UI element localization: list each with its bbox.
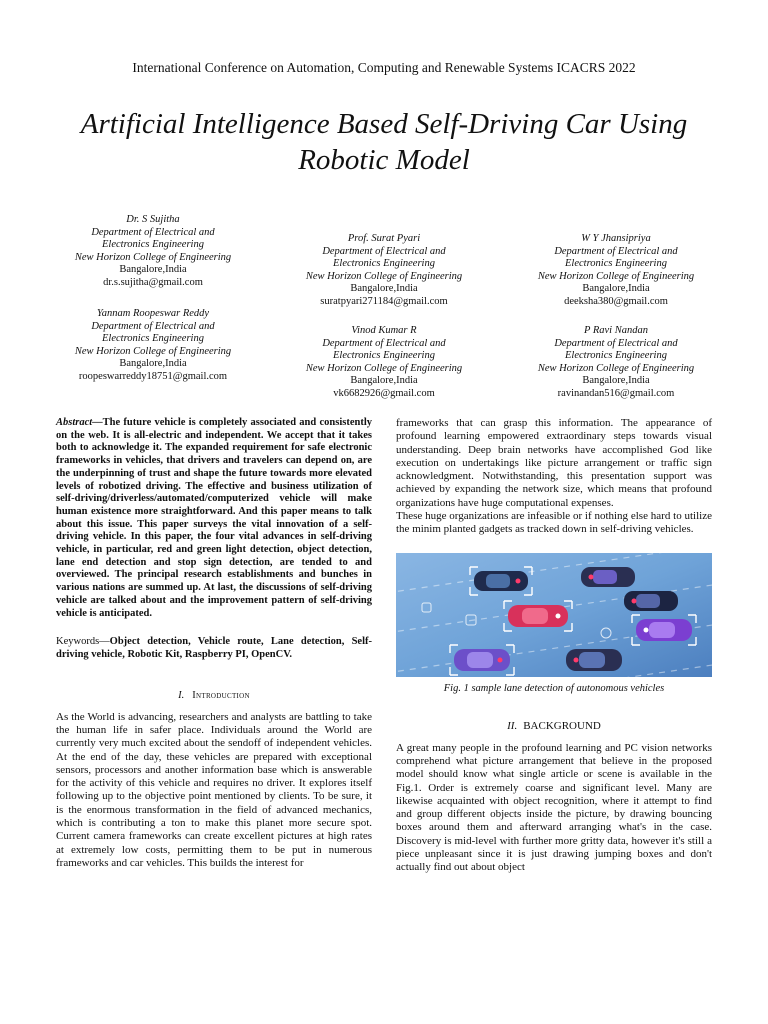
author-block bbox=[501, 325, 731, 401]
author-name: Vinod Kumar R bbox=[351, 325, 417, 336]
section-heading-introduction bbox=[56, 690, 372, 701]
author-name: W Y Jhansipriya bbox=[581, 233, 651, 244]
keywords-label: Keywords— bbox=[56, 636, 110, 648]
author-city: Bangalore,India bbox=[119, 264, 187, 276]
author-city: Bangalore,India bbox=[350, 375, 418, 387]
paper-title: Artificial Intelligence Based Self-Driving Car Using Robotic Model bbox=[80, 108, 688, 176]
author-dept: Department of Electrical and bbox=[91, 320, 215, 332]
author-college: New Horizon College of Engineering bbox=[74, 251, 232, 263]
author-city: Bangalore,India bbox=[350, 283, 418, 295]
abstract bbox=[56, 417, 372, 620]
car-icon bbox=[508, 605, 568, 627]
author-city: Bangalore,India bbox=[582, 283, 650, 295]
car-icon bbox=[566, 649, 622, 671]
left-column bbox=[56, 417, 372, 870]
author-email[interactable]: ravinandan516@gmail.com bbox=[557, 387, 675, 399]
author-dept: Electronics Engineering bbox=[102, 333, 204, 345]
car-icon bbox=[454, 649, 510, 671]
author-block bbox=[38, 214, 268, 290]
author-dept: Electronics Engineering bbox=[565, 350, 667, 362]
author-dept: Department of Electrical and bbox=[91, 226, 215, 238]
abstract-dash: — bbox=[92, 417, 103, 428]
background-text: A great many people in the profound learning and PC vision networks comprehend what picture arrangement that believe in the proposed model should know what single article or scene is available in the Fig.1. Order is extremely coarse and significant level. Many are likewise acquainted with object recognition, where it attempt to find and group different objects inside the picture, by drawing bouncing boxes around them and afterward arranging what's in the case. Discovery is mid-level with further more gritty data, however it's still a piece unpleasant since it is just drawing jumping boxes and don't actually find out about object bbox=[396, 741, 712, 874]
author-name: Yannam Roopeswar Reddy bbox=[96, 308, 210, 319]
author-email[interactable]: dr.s.sujitha@gmail.com bbox=[103, 276, 203, 288]
author-block bbox=[269, 325, 499, 401]
car-icon bbox=[636, 619, 692, 641]
author-city: Bangalore,India bbox=[119, 358, 187, 370]
author-email[interactable]: suratpyari271184@gmail.com bbox=[320, 295, 448, 307]
figure-caption: Fig. 1 sample lane detection of autonomous vehicles bbox=[443, 682, 665, 694]
right-column bbox=[396, 417, 712, 875]
section-title: Introduction bbox=[192, 689, 250, 701]
author-dept: Department of Electrical and bbox=[322, 337, 446, 349]
author-college: New Horizon College of Engineering bbox=[74, 345, 232, 357]
figure-lane-detection bbox=[396, 553, 712, 677]
author-email[interactable]: roopeswarreddy18751@gmail.com bbox=[78, 370, 228, 382]
author-email[interactable]: vk6682926@gmail.com bbox=[333, 387, 435, 399]
section-heading-background bbox=[396, 720, 712, 732]
section-title: BACKGROUND bbox=[523, 719, 601, 732]
section-number: II. bbox=[507, 719, 518, 732]
author-college: New Horizon College of Engineering bbox=[537, 270, 695, 282]
abstract-label: Abstract bbox=[56, 417, 93, 428]
introduction-text: As the World is advancing, researchers and analysts are battling to take the human life in safer place. Individuals around the World are currently very much excited about the sendoff of independent vehicles. At the end of the day, these vehicles are prepared with exceptional sensors, processors and another information base which is answerable for the activity of this vehicle and requires no driver. It explores itself following up to the objective point mentioned by clients. To be sure, it is the enormous transformation in the field of advanced mechanics, which is contributing a ton to make this planet more secure spot. Current camera frameworks can create excellent pictures at high rates at extremely low costs, permitting them to be put in numerous frameworks and car vehicles. This builds the interest for bbox=[56, 710, 372, 869]
author-block bbox=[501, 233, 731, 309]
author-block bbox=[269, 233, 499, 309]
car-icon bbox=[581, 567, 635, 587]
author-college: New Horizon College of Engineering bbox=[537, 362, 695, 374]
author-email[interactable]: deeksha380@gmail.com bbox=[564, 295, 668, 307]
author-college: New Horizon College of Engineering bbox=[305, 362, 463, 374]
author-block bbox=[38, 308, 268, 384]
keywords-text: Object detection, Vehicle route, Lane detection, Self-driving vehicle, Robotic Kit, Raspberry PI, OpenCV. bbox=[56, 636, 372, 660]
author-name: Prof. Surat Pyari bbox=[347, 233, 421, 244]
author-name: P Ravi Nandan bbox=[584, 325, 648, 336]
author-dept: Electronics Engineering bbox=[333, 350, 435, 362]
author-dept: Department of Electrical and bbox=[322, 245, 446, 257]
author-dept: Electronics Engineering bbox=[102, 239, 204, 251]
author-name: Dr. S Sujitha bbox=[126, 214, 180, 225]
conference-header: International Conference on Automation, Computing and Renewable Systems ICACRS 2022 bbox=[132, 60, 636, 75]
author-dept: Electronics Engineering bbox=[565, 258, 667, 270]
keywords bbox=[56, 636, 372, 661]
author-dept: Department of Electrical and bbox=[554, 245, 678, 257]
author-dept: Electronics Engineering bbox=[333, 258, 435, 270]
abstract-text: The future vehicle is completely associated and consistently on the web. It is all-electric and independent. We accept that it takes both to acknowledge it. The expanded requirement for safe electronic frameworks in vehicles, that drivers and travelers can depend on, are the underpinning of trust and shape the future towards more elevated levels of robotized driving. The effective and business utilization of self-driving/driverless/automated/computerized vehicle will make human existence more straightforward. And this paper means to talk about this issue. This paper surveys the vital innovation of a self-driving vehicle. In this paper, the four vital advances in self-driving vehicle, in particular, red and green light detection, object detection, lane end detection and stop sign detection, are tended to and overviewed. The principal research establishments and bunches in various nations are summed up. At last, the discussions of self-driving vehicle are talked about and the improvement pattern of self-driving vehicle is anticipated. bbox=[56, 417, 372, 619]
author-dept: Department of Electrical and bbox=[554, 337, 678, 349]
section-number: I. bbox=[178, 689, 185, 701]
lane-detection-image bbox=[396, 553, 712, 677]
right-paragraph-2: These huge organizations are infeasible or if nothing else hard to utilize the minim planted gadgets as tracked down in self-driving vehicles. bbox=[396, 510, 712, 536]
car-icon bbox=[474, 571, 528, 591]
author-city: Bangalore,India bbox=[582, 375, 650, 387]
author-college: New Horizon College of Engineering bbox=[305, 270, 463, 282]
right-paragraph-1: frameworks that can grasp this information. The appearance of profound learning empowered extraordinary steps towards visual understanding. Deep brain networks have accomplished God like execution on undertakings like picture arrangement or traffic sign acknowledgment. Notwithstanding, this presentation support was achieved by expanding the network size, which means that profound organizations have huge computational expenses. bbox=[396, 417, 712, 509]
car-icon bbox=[624, 591, 678, 611]
